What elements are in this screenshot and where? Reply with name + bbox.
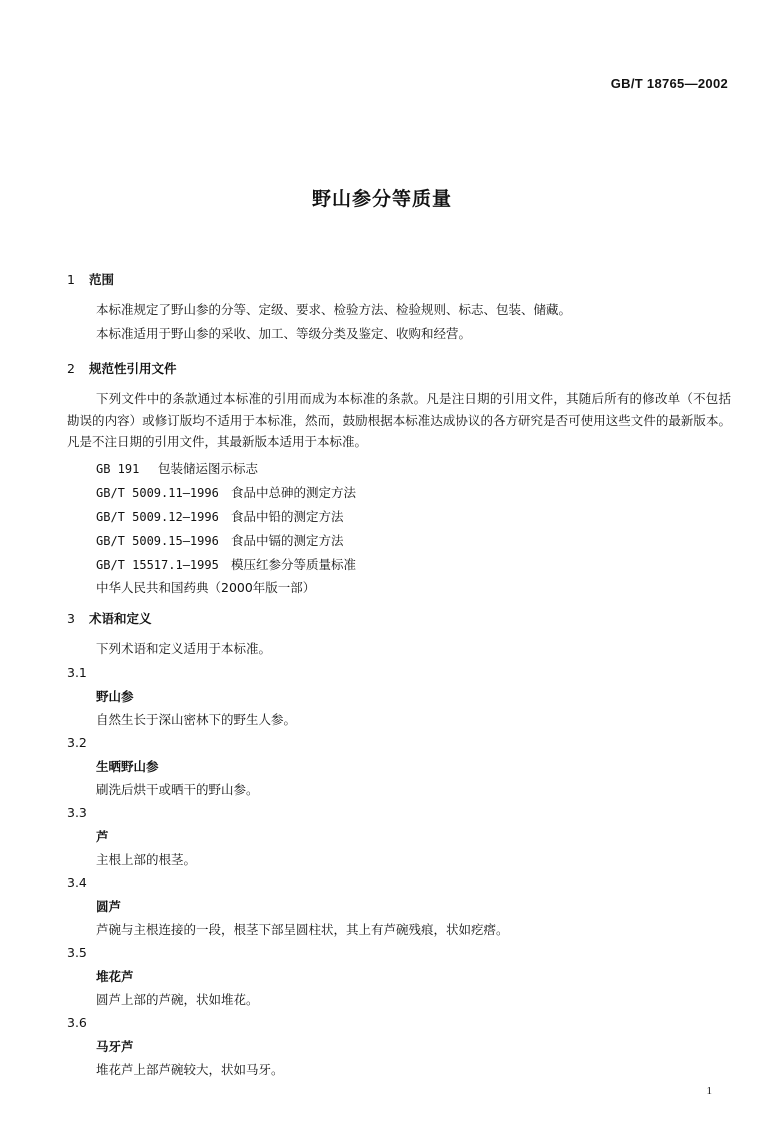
reference-item: [96, 461, 258, 477]
reference-title: 食品中镉的测定方法: [231, 533, 344, 548]
term-number: 3.5: [67, 945, 87, 960]
term-name: 生晒野山参: [96, 759, 159, 774]
reference-code: GB 191: [96, 462, 140, 476]
reference-code: GB/T 5009.15—1996: [96, 534, 219, 548]
reference-item: [96, 533, 344, 549]
section-title: 术语和定义: [89, 611, 152, 626]
term-definition: 堆花芦上部芦碗较大，状如马牙。: [96, 1062, 284, 1077]
reference-item: [96, 485, 356, 501]
section-number: 2: [67, 361, 75, 376]
term-number: 3.2: [67, 735, 87, 750]
section-number: 1: [67, 272, 75, 287]
term-name: 野山参: [96, 689, 134, 704]
reference-title: 包装储运图示标志: [158, 461, 259, 476]
term-name: 芦: [96, 829, 109, 844]
reference-code: GB/T 5009.12—1996: [96, 510, 219, 524]
section-title: 规范性引用文件: [89, 361, 177, 376]
references-intro: 下列文件中的条款通过本标准的引用而成为本标准的条款。凡是注日期的引用文件，其随后所有的修改单（不包括勘误的内容）或修订版均不适用于本标准，然而，鼓励根据本标准达成协议的各方研究是否可使用这些文件的最新版本。凡是不注日期的引用文件，其最新版本适用于本标准。: [67, 391, 731, 449]
term-name: 圆芦: [96, 899, 122, 914]
term-name: 堆花芦: [96, 969, 134, 984]
term-definition: 圆芦上部的芦碗，状如堆花。: [96, 992, 259, 1007]
section-1-heading: [67, 272, 114, 288]
reference-pharmacopoeia: 中华人民共和国药典（2000年版一部）: [96, 580, 316, 595]
reference-title: 模压红参分等质量标准: [231, 557, 357, 572]
term-definition: 自然生长于深山密林下的野生人参。: [96, 712, 297, 727]
scope-paragraph: 本标准规定了野山参的分等、定级、要求、检验方法、检验规则、标志、包装、储藏。: [96, 302, 572, 317]
term-definition: 刷洗后烘干或晒干的野山参。: [96, 782, 259, 797]
section-3-heading: [67, 611, 152, 627]
document-title: 野山参分等质量: [311, 188, 452, 210]
term-definition: 芦碗与主根连接的一段，根茎下部呈圆柱状，其上有芦碗残痕，状如疙瘩。: [96, 922, 509, 937]
section-title: 范围: [89, 272, 115, 287]
term-name: 马牙芦: [96, 1039, 134, 1054]
section-number: 3: [67, 611, 75, 626]
term-number: 3.3: [67, 805, 87, 820]
page-number: 1: [706, 1085, 712, 1097]
scope-paragraph: 本标准适用于野山参的采收、加工、等级分类及鉴定、收购和经营。: [96, 326, 472, 341]
term-definition: 主根上部的根茎。: [96, 852, 197, 867]
reference-code: GB/T 5009.11—1996: [96, 486, 219, 500]
term-number: 3.1: [67, 665, 87, 680]
terms-intro: 下列术语和定义适用于本标准。: [96, 641, 272, 656]
reference-code: GB/T 15517.1—1995: [96, 558, 219, 572]
reference-title: 食品中总砷的测定方法: [231, 485, 357, 500]
term-number: 3.6: [67, 1015, 87, 1030]
section-2-heading: [67, 361, 177, 377]
term-number: 3.4: [67, 875, 87, 890]
reference-item: [96, 509, 344, 525]
standard-code: GB/T 18765—2002: [610, 76, 728, 91]
reference-item: [96, 557, 356, 573]
reference-title: 食品中铅的测定方法: [231, 509, 344, 524]
